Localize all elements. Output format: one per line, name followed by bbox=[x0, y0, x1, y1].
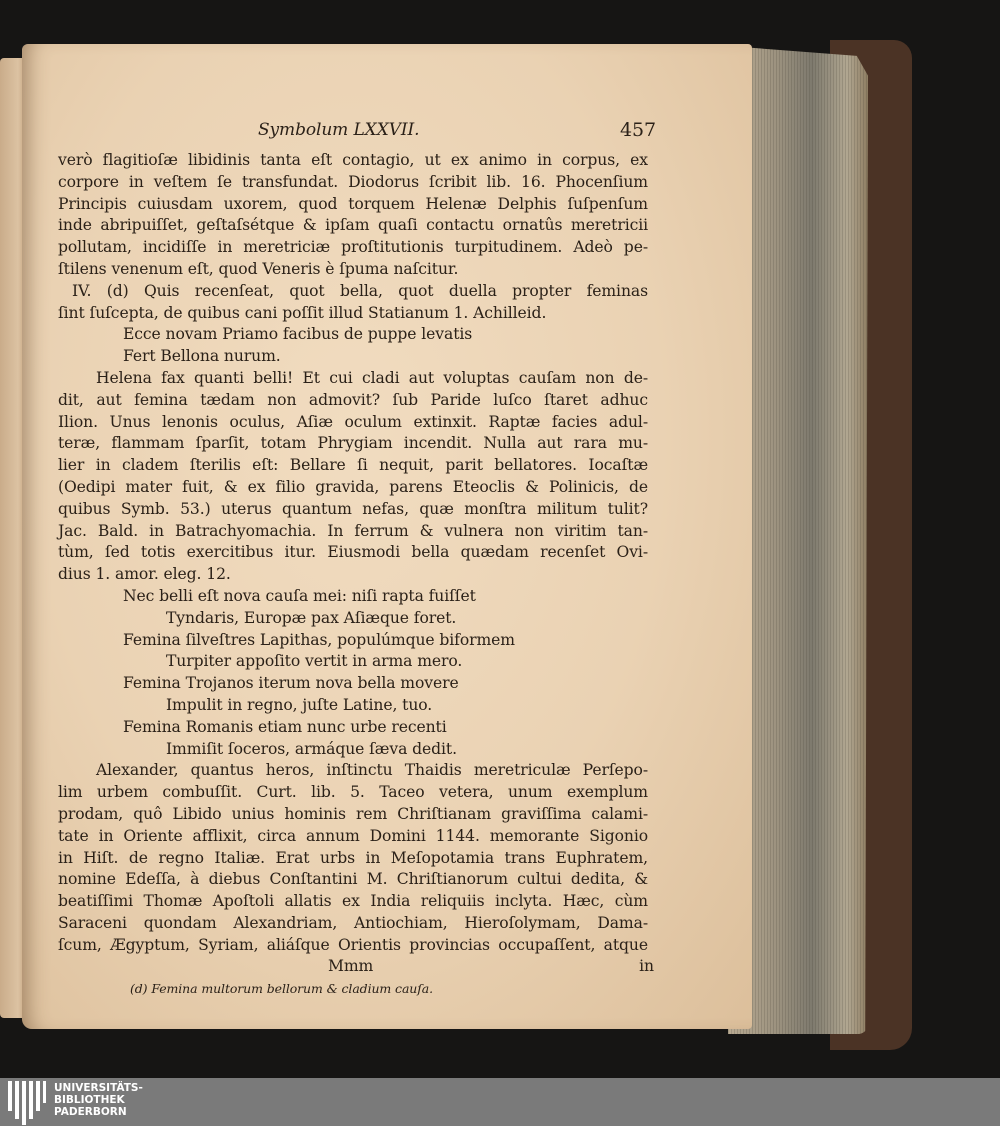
page-text bbox=[58, 119, 656, 1000]
text-line: tùm, ſed totis exercitibus itur. Eiusmodi bella quædam recenſet Ovi- bbox=[58, 543, 648, 562]
signature-mark: Mmm bbox=[328, 957, 374, 976]
footnote: (d) Femina multorum bellorum & cladium cauſa. bbox=[130, 981, 434, 997]
text-line: dius 1. amor. eleg. 12. bbox=[58, 565, 231, 584]
page-header bbox=[58, 119, 656, 150]
verse-line: Tyndaris, Europæ pax Aſiæque foret. bbox=[166, 608, 457, 627]
page-number: 457 bbox=[620, 119, 656, 141]
verse-line: Nec belli eſt nova cauſa mei: niſi rapta fuiſſet bbox=[123, 586, 476, 605]
text-line: ſtilens venenum eſt, quod Veneris è ſpuma naſcitur. bbox=[58, 259, 459, 278]
logo-line: PADERBORN bbox=[54, 1106, 127, 1118]
text-line: dit, aut femina tædam non admovit? ſub Paride luſco ſtaret adhuc bbox=[58, 390, 648, 409]
catchword: in bbox=[639, 957, 654, 976]
text-line: pollutam, incidiſſe in meretriciæ proſtitutionis turpitudinem. Adeò pe- bbox=[58, 238, 648, 257]
text-line: ſcum, Ægyptum, Syriam, aliáſque Orientis provincias occupaſſent, atque bbox=[58, 935, 648, 954]
text-line: teræ, flammam ſparſit, totam Phrygiam incendit. Nulla aut rara mu- bbox=[58, 434, 648, 453]
verse-line: Immiſit ſoceros, armáque ſæva dedit. bbox=[166, 739, 457, 758]
text-line: inde abripuiſſet, geſtaſsétque & ipſam quaſi contactu ornatûs meretricii bbox=[58, 216, 648, 235]
logo-line: UNIVERSITÄTS- bbox=[54, 1082, 143, 1094]
text-line: lim urbem combuſſit. Curt. lib. 5. Taceo vetera, unum exemplum bbox=[58, 783, 648, 802]
text-line: prodam, quô Libido unius hominis rem Chriſtianam graviſſima calami- bbox=[58, 804, 648, 823]
verse-line: Femina ſilveſtres Lapithas, populúmque biformem bbox=[123, 630, 515, 649]
catch-line bbox=[58, 956, 654, 976]
text-line: (Oedipi mater fuit, & ex filio gravida, parens Eteoclis & Polinicis, de bbox=[58, 477, 648, 496]
text-line: corpore in veſtem ſe transfundat. Diodorus ſcribit lib. 16. Phocenſium bbox=[58, 172, 648, 191]
text-line: ſint ſuſcepta, de quibus cani poſſit illud Statianum 1. Achilleid. bbox=[58, 303, 547, 322]
text-line: Alexander, quantus heros, inſtinctu Thaidis meretriculæ Perſepo- bbox=[96, 761, 648, 780]
library-logo-text[interactable] bbox=[54, 1082, 143, 1118]
library-logo-icon bbox=[8, 1079, 48, 1125]
verse-line: Impulit in regno, juſte Latine, tuo. bbox=[166, 695, 433, 714]
text-line: Ilion. Unus lenonis oculus, Aſiæ oculum extinxit. Raptæ facies adul- bbox=[58, 412, 648, 431]
running-head: Symbolum LXXVII. bbox=[258, 120, 420, 140]
text-line: tate in Oriente afflixit, circa annum Domini 1144. memorante Sigonio bbox=[58, 826, 648, 845]
verse-line: Ecce novam Priamo facibus de puppe levatis bbox=[123, 325, 473, 344]
text-line: in Hiſt. de regno Italiæ. Erat urbs in Meſopotamia trans Euphratem, bbox=[58, 848, 648, 867]
text-line: Helena fax quanti belli! Et cui cladi aut voluptas cauſam non de- bbox=[96, 368, 648, 387]
verse-line: Turpiter appoſito vertit in arma mero. bbox=[166, 652, 463, 671]
verse-line: Femina Trojanos iterum nova bella movere bbox=[123, 674, 459, 693]
verse-line: Femina Romanis etiam nunc urbe recenti bbox=[123, 717, 447, 736]
text-line: verò flagitioſæ libidinis tanta eſt contagio, ut ex animo in corpus, ex bbox=[58, 151, 648, 169]
text-line: Jac. Bald. in Batrachyomachia. In ferrum & vulnera non viritim tan- bbox=[58, 521, 648, 540]
text-line: nomine Edeſſa, à diebus Conſtantini M. Chriſtianorum cultui dedita, & bbox=[58, 870, 648, 889]
verse-line: Fert Bellona nurum. bbox=[123, 347, 281, 366]
library-footer-bar bbox=[0, 1078, 1000, 1126]
text-line: Saraceni quondam Alexandriam, Antiochiam, Hieroſolymam, Dama- bbox=[58, 913, 648, 932]
text-line: beatiſſimi Thomæ Apoſtoli allatis ex India reliquiis inclyta. Hæc, cùm bbox=[58, 892, 648, 911]
text-line: IV. (d) Quis recenſeat, quot bella, quot duella propter feminas bbox=[72, 281, 648, 300]
text-line: quibus Symb. 53.) uterus quantum nefas, quæ monſtra militum tulit? bbox=[58, 499, 648, 518]
text-line: Principis cuiusdam uxorem, quod torquem Helenæ Delphis ſuſpenſum bbox=[58, 194, 648, 213]
logo-line: BIBLIOTHEK bbox=[54, 1094, 125, 1106]
text-line: lier in cladem ſterilis eſt: Bellare ſi nequit, parit bellatores. Iocaſtæ bbox=[58, 456, 648, 475]
